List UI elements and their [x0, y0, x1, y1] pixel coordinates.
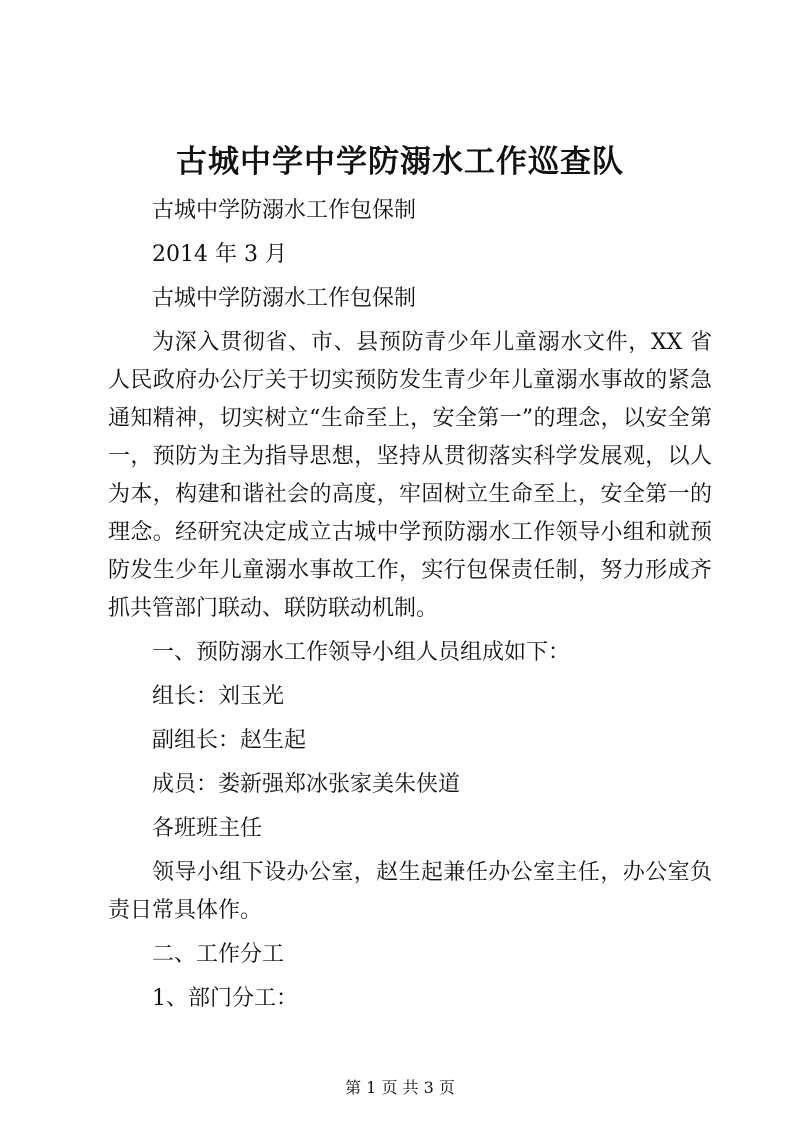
department-division-paragraph: 1、部门分工：: [152, 986, 298, 1011]
group-heading-paragraph: 一、预防溺水工作领导小组人员组成如下：: [152, 640, 571, 665]
document-title: 古城中学中学防溺水工作巡查队: [176, 144, 624, 180]
members-paragraph: 成员：娄新强郑冰张家美朱侠道: [152, 772, 461, 797]
section-heading-paragraph: 古城中学防溺水工作包保制: [152, 286, 417, 311]
date-paragraph: 2014 年 3 月: [152, 242, 287, 267]
leader-paragraph: 组长：刘玉光: [152, 684, 285, 709]
division-heading-paragraph: 二、工作分工: [152, 942, 285, 967]
intro-paragraph: 为深入贯彻省、市、县预防青少年儿童溺水文件，XX 省人民政府办公厅关于切实预防发生青少年儿童溺水事故的紧急通知精神，切实树立“生命至上，安全第一”的理念，以安全第一，预防为主为指导思想，坚持从贯彻落实科学发展观，以人为本，构建和谐社会的高度，牢固树立生命至上，安全第一的理念。经研究决定成立古城中学预防溺水工作领导小组和就预防发生少年儿童溺水事故工作，实行包保责任制，努力形成齐抓共管部门联动、联防联动机制。: [108, 330, 712, 621]
deputy-leader-paragraph: 副组长：赵生起: [152, 728, 307, 753]
page-footer: 第 1 页 共 3 页: [345, 1078, 455, 1097]
class-teachers-paragraph: 各班班主任: [152, 816, 263, 841]
document-body: [108, 192, 712, 1018]
office-paragraph: 领导小组下设办公室，赵生起兼任办公室主任，办公室负责日常具体作。: [108, 860, 712, 923]
subtitle-paragraph: 古城中学防溺水工作包保制: [152, 198, 417, 223]
